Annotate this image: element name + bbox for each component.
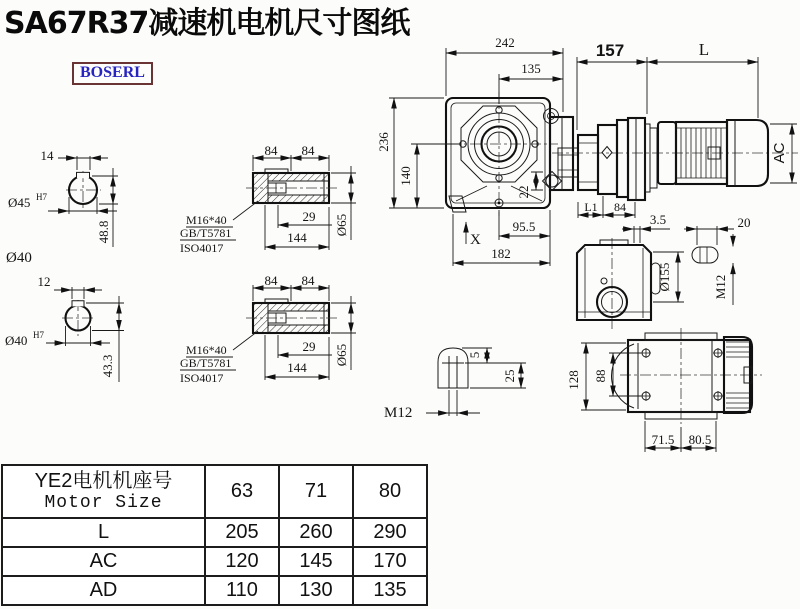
dim-front-width: 242 [495,35,515,50]
size-80-cell: 80 [353,465,427,518]
dim-front-base-width: 182 [491,246,511,261]
L-80: 290 [353,518,427,547]
dim-bore-40-tol: H7 [33,330,44,340]
dim-plug-depth: 25 [502,369,517,383]
brand-logo: BOSERL [72,62,153,85]
note-bolt-1: M16*40 [186,213,227,227]
view-hollow-shaft-2 [180,273,356,385]
table-row-L [2,518,427,547]
dim-top-bolt-span: 88 [593,369,608,383]
dim-key-width-45: 14 [40,148,54,163]
dim-key-len-1: 29 [302,209,316,224]
row-label-AD: AD [2,576,205,605]
dim-bore-45: Ø45 [8,195,31,210]
dim-front-plug: 22 [516,185,531,199]
AD-71: 130 [279,576,353,605]
view-side-motor [552,40,798,218]
dim-housing-dia: Ø155 [657,262,672,292]
dim-len-a-2: 84 [264,273,278,288]
view-front [376,35,573,266]
dim-front-flange-offset: 135 [521,61,541,76]
view-top [566,328,762,452]
view-shaft-section-45 [6,148,118,266]
dim-dia-1: Ø65 [334,213,349,237]
dim-key-width-40: 12 [37,274,51,289]
label-shaft-dia: Ø40 [6,250,32,266]
dim-front-height: 236 [376,132,391,152]
AC-63: 120 [205,547,279,576]
size-63-cell: 63 [205,465,279,518]
dim-key-height-45: 48.8 [96,220,111,244]
AD-80: 135 [353,576,427,605]
dim-front-center-height: 140 [398,166,413,186]
note-std-a-1: GB/T5781 [180,226,232,240]
motor-size-header-cn: YE2电机机座号 [34,469,173,492]
dim-len-b-2: 84 [301,273,315,288]
AC-71: 145 [279,547,353,576]
dim-motor-height: AC [771,142,788,164]
dim-boss-width: 20 [737,215,751,230]
dim-motor-length: L [698,40,710,59]
dim-step: 3.5 [649,212,667,227]
table-row-AD [2,576,427,605]
dim-flange-84: 84 [614,200,626,214]
L-63: 205 [205,518,279,547]
row-label-L: L [2,518,205,547]
view-hollow-shaft-1 [180,143,356,255]
dim-front-foot-offset: 95.5 [512,219,536,234]
view-plug-detail [384,348,526,421]
dim-bore-40: Ø40 [5,333,28,348]
dim-dia-2: Ø65 [334,343,349,367]
motor-size-header-cell [2,465,205,518]
dim-boss-thread: M12 [713,274,728,300]
motor-size-header-en: Motor Size [44,492,163,513]
dim-len-a-1: 84 [264,143,278,158]
note-std-b-1: ISO4017 [180,241,224,255]
dim-plug-tip: 5 [467,351,482,359]
dim-total-len-1: 144 [287,230,307,245]
motor-size-table [1,464,428,606]
note-std-b-2: ISO4017 [180,371,224,385]
dim-top-right: 80.5 [688,432,712,447]
AD-63: 110 [205,576,279,605]
view-gear-side [577,212,751,332]
dim-top-left: 71.5 [651,432,675,447]
dim-plug-thread: M12 [384,405,413,421]
dim-key-len-2: 29 [302,339,316,354]
table-row-AC [2,547,427,576]
size-71-cell: 71 [279,465,353,518]
AC-80: 170 [353,547,427,576]
label-x-mark: X [470,232,481,248]
row-label-AC: AC [2,547,205,576]
dim-key-height-40: 43.3 [100,354,115,378]
dim-bore-45-tol: H7 [36,192,47,202]
dim-total-len-2: 144 [287,360,307,375]
note-std-a-2: GB/T5781 [180,356,232,370]
dim-l1: L1 [584,200,598,214]
dim-top-width: 128 [566,370,581,390]
L-71: 260 [279,518,353,547]
view-shaft-section-40 [5,274,124,382]
dim-reducer-length: 157 [595,41,625,60]
note-bolt-2: M16*40 [186,343,227,357]
table-header-row [2,465,427,518]
page-title: SA67R37减速机电机尺寸图纸 [4,6,410,41]
dim-len-b-1: 84 [301,143,315,158]
